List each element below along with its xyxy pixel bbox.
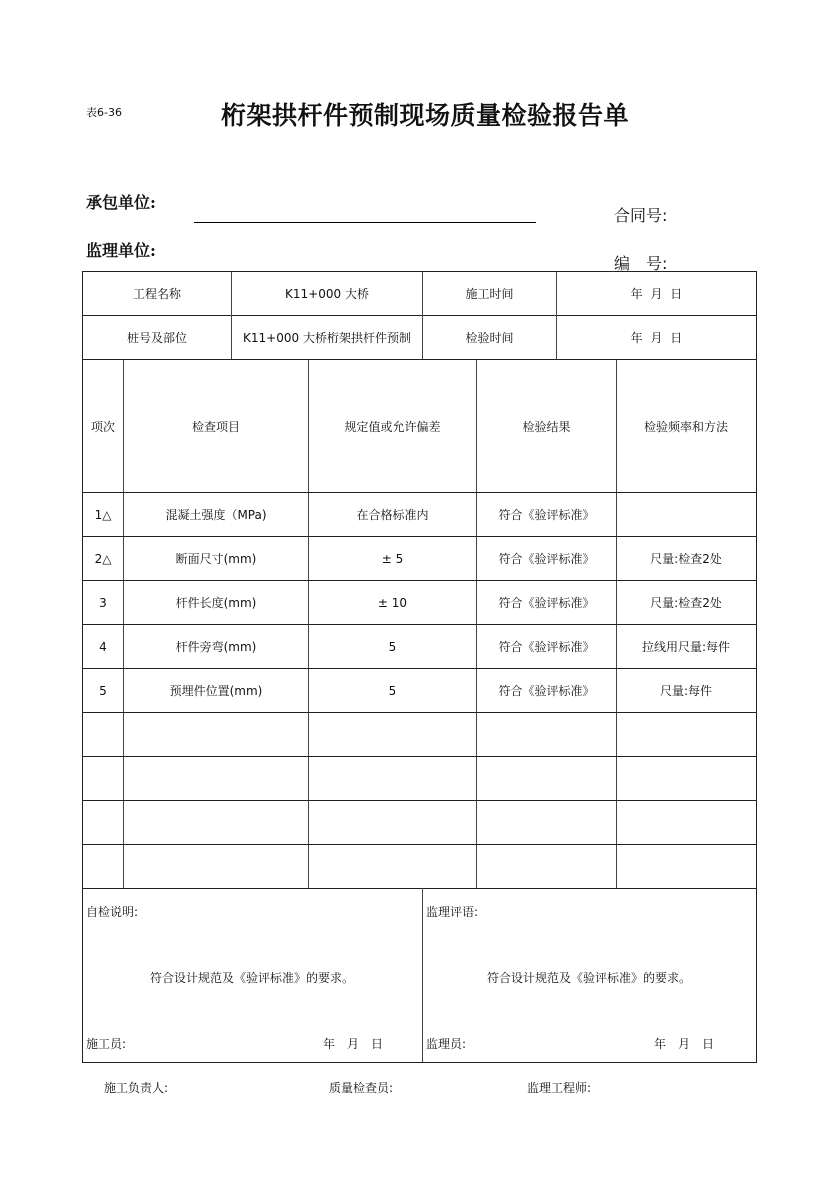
station-value[interactable]: K11+000 大桥桁架拱杆件预制 xyxy=(243,331,411,345)
cell-specified-value[interactable]: 在合格标准内 xyxy=(356,508,429,522)
supervisor-label: 监理单位: xyxy=(86,241,156,260)
self-check-date[interactable]: 年 月 日 xyxy=(323,1037,384,1051)
column-header-item-no: 项次 xyxy=(90,419,115,434)
cell-inspection-item[interactable] xyxy=(124,757,308,800)
cell-item-no[interactable]: 5 xyxy=(99,683,107,698)
cell-frequency-method[interactable]: 尺量:每件 xyxy=(659,684,713,698)
cell-specified-value[interactable] xyxy=(309,801,476,844)
project-name-label: 工程名称 xyxy=(132,287,181,301)
construction-time-label: 施工时间 xyxy=(465,287,514,301)
cell-inspection-item[interactable]: 混凝土强度（MPa) xyxy=(165,508,267,522)
cell-specified-value[interactable] xyxy=(309,713,476,756)
cell-inspection-item[interactable]: 杆件旁弯(mm) xyxy=(175,640,257,654)
cell-specified-value[interactable] xyxy=(309,845,476,888)
cell-specified-value[interactable]: 5 xyxy=(388,639,397,654)
cell-inspection-item[interactable] xyxy=(124,845,308,888)
cell-item-no[interactable] xyxy=(83,801,123,844)
self-check-text[interactable]: 符合设计规范及《验评标准》的要求。 xyxy=(149,971,354,985)
cell-item-no[interactable]: 2△ xyxy=(94,551,112,566)
construction-lead-label: 施工负责人: xyxy=(104,1081,169,1095)
cell-inspection-result[interactable]: 符合《验评标准》 xyxy=(498,552,595,566)
supervision-comment-text[interactable]: 符合设计规范及《验评标准》的要求。 xyxy=(486,971,691,985)
supervision-comment-label: 监理评语: xyxy=(426,905,479,919)
cell-specified-value[interactable]: ± 5 xyxy=(381,551,404,566)
cell-inspection-item[interactable]: 断面尺寸(mm) xyxy=(175,552,257,566)
project-name-value[interactable]: K11+000 大桥 xyxy=(285,287,369,301)
cell-item-no[interactable]: 1△ xyxy=(94,507,112,522)
cell-inspection-result[interactable]: 符合《验评标准》 xyxy=(498,508,595,522)
cell-inspection-item[interactable]: 杆件长度(mm) xyxy=(175,596,257,610)
cell-inspection-result[interactable] xyxy=(477,757,616,800)
cell-inspection-item[interactable] xyxy=(124,713,308,756)
inspection-form-table xyxy=(82,271,757,1063)
inspection-time-label: 检验时间 xyxy=(465,331,514,345)
cell-frequency-method[interactable] xyxy=(617,845,755,888)
contractor-label: 承包单位: xyxy=(86,193,156,212)
supervising-engineer-label: 监理工程师: xyxy=(527,1081,592,1095)
cell-item-no[interactable] xyxy=(83,845,123,888)
constructor-signer-label: 施工员: xyxy=(86,1037,127,1051)
contractor-input-line[interactable] xyxy=(194,222,536,223)
construction-time-value[interactable]: 年 月 日 xyxy=(630,287,683,301)
cell-inspection-result[interactable] xyxy=(477,713,616,756)
cell-item-no[interactable] xyxy=(83,757,123,800)
page-title: 桁架拱杆件预制现场质量检验报告单 xyxy=(221,101,630,130)
cell-frequency-method[interactable] xyxy=(617,493,755,536)
column-header-inspection-item: 检查项目 xyxy=(191,419,240,434)
column-header-specified-value: 规定值或允许偏差 xyxy=(344,419,441,434)
row-divider xyxy=(83,888,756,889)
column-header-inspection-result: 检验结果 xyxy=(522,419,571,434)
cell-frequency-method[interactable]: 尺量:检查2处 xyxy=(650,552,722,566)
inspection-time-value[interactable]: 年 月 日 xyxy=(630,331,683,345)
cell-frequency-method[interactable]: 尺量:检查2处 xyxy=(650,596,722,610)
contract-no-label: 合同号: xyxy=(614,206,668,225)
cell-inspection-result[interactable] xyxy=(477,845,616,888)
cell-inspection-result[interactable]: 符合《验评标准》 xyxy=(498,596,595,610)
cell-frequency-method[interactable] xyxy=(617,801,755,844)
cell-frequency-method[interactable]: 拉线用尺量:每件 xyxy=(641,640,731,654)
cell-specified-value[interactable] xyxy=(309,757,476,800)
cell-frequency-method[interactable] xyxy=(617,713,755,756)
station-label: 桩号及部位 xyxy=(126,331,187,345)
cell-frequency-method[interactable] xyxy=(617,757,755,800)
cell-inspection-result[interactable] xyxy=(477,801,616,844)
cell-specified-value[interactable]: 5 xyxy=(388,683,397,698)
cell-specified-value[interactable]: ± 10 xyxy=(377,595,408,610)
column-header-frequency-method: 检验频率和方法 xyxy=(643,419,728,434)
form-number: 表6-36 xyxy=(86,106,122,119)
cell-item-no[interactable]: 4 xyxy=(99,639,107,654)
quality-inspector-label: 质量检查员: xyxy=(329,1081,394,1095)
cell-inspection-result[interactable]: 符合《验评标准》 xyxy=(498,684,595,698)
cell-item-no[interactable] xyxy=(83,713,123,756)
cell-inspection-result[interactable]: 符合《验评标准》 xyxy=(498,640,595,654)
serial-no-label: 编 号: xyxy=(614,254,668,273)
cell-inspection-item[interactable] xyxy=(124,801,308,844)
supervision-date[interactable]: 年 月 日 xyxy=(654,1037,715,1051)
cell-item-no[interactable]: 3 xyxy=(99,595,107,610)
supervisor-signer-label: 监理员: xyxy=(426,1037,467,1051)
self-check-label: 自检说明: xyxy=(86,905,139,919)
cell-inspection-item[interactable]: 预埋件位置(mm) xyxy=(169,684,263,698)
